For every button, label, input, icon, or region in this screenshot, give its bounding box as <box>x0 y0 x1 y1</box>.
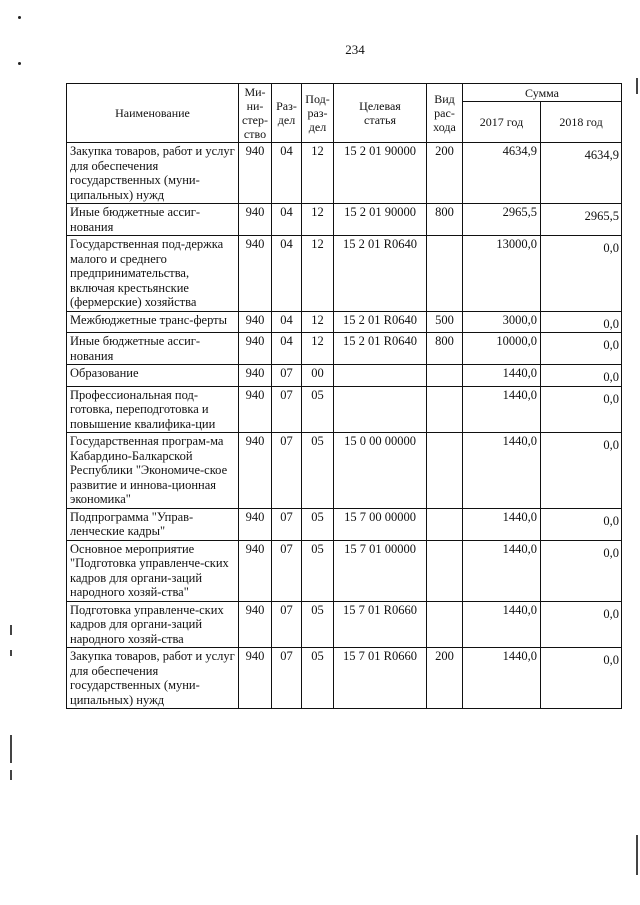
row-target: 15 7 01 00000 <box>334 540 427 601</box>
row-target: 15 2 01 R0640 <box>334 236 427 312</box>
header-year-2018: 2018 год <box>541 102 622 143</box>
row-name: Подпрограмма "Управ-ленческие кадры" <box>67 508 239 540</box>
row-section: 04 <box>272 311 302 333</box>
row-section: 04 <box>272 333 302 365</box>
row-sum-2018: 0,0 <box>541 386 622 433</box>
row-sum-2018: 0,0 <box>541 333 622 365</box>
row-target: 15 2 01 90000 <box>334 143 427 204</box>
row-section: 04 <box>272 143 302 204</box>
row-subsection: 05 <box>302 648 334 709</box>
row-section: 07 <box>272 540 302 601</box>
row-name: Государственная под-держка малого и среднего предпринимательства, включая крестьянские (фермерские) хозяйства <box>67 236 239 312</box>
row-sum-2017: 1440,0 <box>463 386 541 433</box>
row-target <box>334 365 427 387</box>
row-target: 15 0 00 00000 <box>334 433 427 509</box>
row-expense: 200 <box>427 143 463 204</box>
left-margin-marks <box>10 0 16 905</box>
margin-dot <box>18 16 21 19</box>
row-subsection: 12 <box>302 204 334 236</box>
row-sum-2017: 1440,0 <box>463 648 541 709</box>
row-ministry: 940 <box>239 311 272 333</box>
row-subsection: 05 <box>302 508 334 540</box>
row-ministry: 940 <box>239 386 272 433</box>
table-row <box>67 236 622 312</box>
row-name: Основное мероприятие "Подготовка управленче-ских кадров для органи-заций народного хозяй-ства" <box>67 540 239 601</box>
row-ministry: 940 <box>239 143 272 204</box>
row-subsection: 05 <box>302 540 334 601</box>
row-subsection: 05 <box>302 386 334 433</box>
row-subsection: 05 <box>302 433 334 509</box>
row-expense <box>427 386 463 433</box>
row-target: 15 7 01 R0660 <box>334 648 427 709</box>
row-name: Закупка товаров, работ и услуг для обеспечения государственных (муни-ципальных) нужд <box>67 648 239 709</box>
row-ministry: 940 <box>239 648 272 709</box>
row-expense <box>427 601 463 648</box>
table-row <box>67 333 622 365</box>
row-name: Профессиональная под-готовка, переподготовка и повышение квалифика-ции <box>67 386 239 433</box>
row-subsection: 00 <box>302 365 334 387</box>
header-ministry: Ми- ни- стер- ство <box>239 84 272 143</box>
row-section: 07 <box>272 365 302 387</box>
row-name: Закупка товаров, работ и услуг для обеспечения государственных (муни-ципальных) нужд <box>67 143 239 204</box>
row-name: Межбюджетные транс-ферты <box>67 311 239 333</box>
row-ministry: 940 <box>239 601 272 648</box>
row-target <box>334 386 427 433</box>
row-name: Образование <box>67 365 239 387</box>
table-row <box>67 365 622 387</box>
row-expense: 500 <box>427 311 463 333</box>
row-expense <box>427 236 463 312</box>
row-sum-2018: 0,0 <box>541 540 622 601</box>
row-sum-2018: 0,0 <box>541 508 622 540</box>
header-section: Раз- дел <box>272 84 302 143</box>
row-name: Иные бюджетные ассиг-нования <box>67 204 239 236</box>
row-section: 07 <box>272 648 302 709</box>
header-target: Целевая статья <box>334 84 427 143</box>
table-row <box>67 433 622 509</box>
row-sum-2018: 0,0 <box>541 236 622 312</box>
row-ministry: 940 <box>239 508 272 540</box>
margin-tick <box>10 735 12 763</box>
row-subsection: 12 <box>302 236 334 312</box>
row-ministry: 940 <box>239 204 272 236</box>
row-name: Государственная програм-ма Кабардино-Балкарской Республики "Экономиче-ское развитие и иннова-ционная экономика" <box>67 433 239 509</box>
row-sum-2017: 10000,0 <box>463 333 541 365</box>
row-subsection: 12 <box>302 143 334 204</box>
budget-table <box>66 83 622 709</box>
row-section: 07 <box>272 508 302 540</box>
row-expense <box>427 433 463 509</box>
row-sum-2017: 4634,9 <box>463 143 541 204</box>
row-sum-2017: 1440,0 <box>463 365 541 387</box>
row-subsection: 12 <box>302 333 334 365</box>
row-ministry: 940 <box>239 540 272 601</box>
row-ministry: 940 <box>239 365 272 387</box>
row-sum-2018: 2965,5 <box>541 204 622 236</box>
row-sum-2018: 0,0 <box>541 365 622 387</box>
row-target: 15 7 01 R0660 <box>334 601 427 648</box>
row-ministry: 940 <box>239 333 272 365</box>
row-name: Иные бюджетные ассиг-нования <box>67 333 239 365</box>
row-sum-2017: 1440,0 <box>463 433 541 509</box>
table-row <box>67 540 622 601</box>
header-year-2017: 2017 год <box>463 102 541 143</box>
right-margin-mark <box>636 835 638 875</box>
table-body <box>67 143 622 709</box>
row-sum-2018: 0,0 <box>541 311 622 333</box>
table-row <box>67 143 622 204</box>
row-expense: 800 <box>427 204 463 236</box>
row-ministry: 940 <box>239 433 272 509</box>
row-name: Подготовка управленче-ских кадров для органи-заций народного хозяй-ства <box>67 601 239 648</box>
row-sum-2017: 1440,0 <box>463 601 541 648</box>
row-target: 15 2 01 R0640 <box>334 311 427 333</box>
row-section: 07 <box>272 601 302 648</box>
row-expense: 800 <box>427 333 463 365</box>
header-subsection: Под- раз- дел <box>302 84 334 143</box>
table-row <box>67 601 622 648</box>
row-sum-2017: 1440,0 <box>463 540 541 601</box>
row-section: 07 <box>272 433 302 509</box>
row-expense: 200 <box>427 648 463 709</box>
table-row <box>67 311 622 333</box>
header-name: Наименование <box>67 84 239 143</box>
row-sum-2018: 0,0 <box>541 433 622 509</box>
row-sum-2017: 1440,0 <box>463 508 541 540</box>
budget-table-container <box>66 83 621 709</box>
row-expense <box>427 508 463 540</box>
table-row <box>67 204 622 236</box>
row-section: 07 <box>272 386 302 433</box>
row-sum-2018: 4634,9 <box>541 143 622 204</box>
row-section: 04 <box>272 236 302 312</box>
table-row <box>67 386 622 433</box>
right-margin-mark <box>636 78 638 94</box>
row-section: 04 <box>272 204 302 236</box>
margin-tick <box>10 625 12 635</box>
table-row <box>67 648 622 709</box>
header-expense: Вид рас- хода <box>427 84 463 143</box>
row-sum-2017: 2965,5 <box>463 204 541 236</box>
row-sum-2018: 0,0 <box>541 648 622 709</box>
margin-tick <box>10 770 12 780</box>
row-target: 15 2 01 R0640 <box>334 333 427 365</box>
row-expense <box>427 365 463 387</box>
row-target: 15 2 01 90000 <box>334 204 427 236</box>
margin-tick <box>10 650 12 656</box>
row-subsection: 12 <box>302 311 334 333</box>
page-number: 234 <box>345 42 365 57</box>
row-sum-2017: 3000,0 <box>463 311 541 333</box>
row-target: 15 7 00 00000 <box>334 508 427 540</box>
header-sum: Сумма <box>463 84 622 102</box>
row-ministry: 940 <box>239 236 272 312</box>
row-sum-2018: 0,0 <box>541 601 622 648</box>
row-sum-2017: 13000,0 <box>463 236 541 312</box>
row-subsection: 05 <box>302 601 334 648</box>
row-expense <box>427 540 463 601</box>
table-row <box>67 508 622 540</box>
margin-dot <box>18 62 21 65</box>
